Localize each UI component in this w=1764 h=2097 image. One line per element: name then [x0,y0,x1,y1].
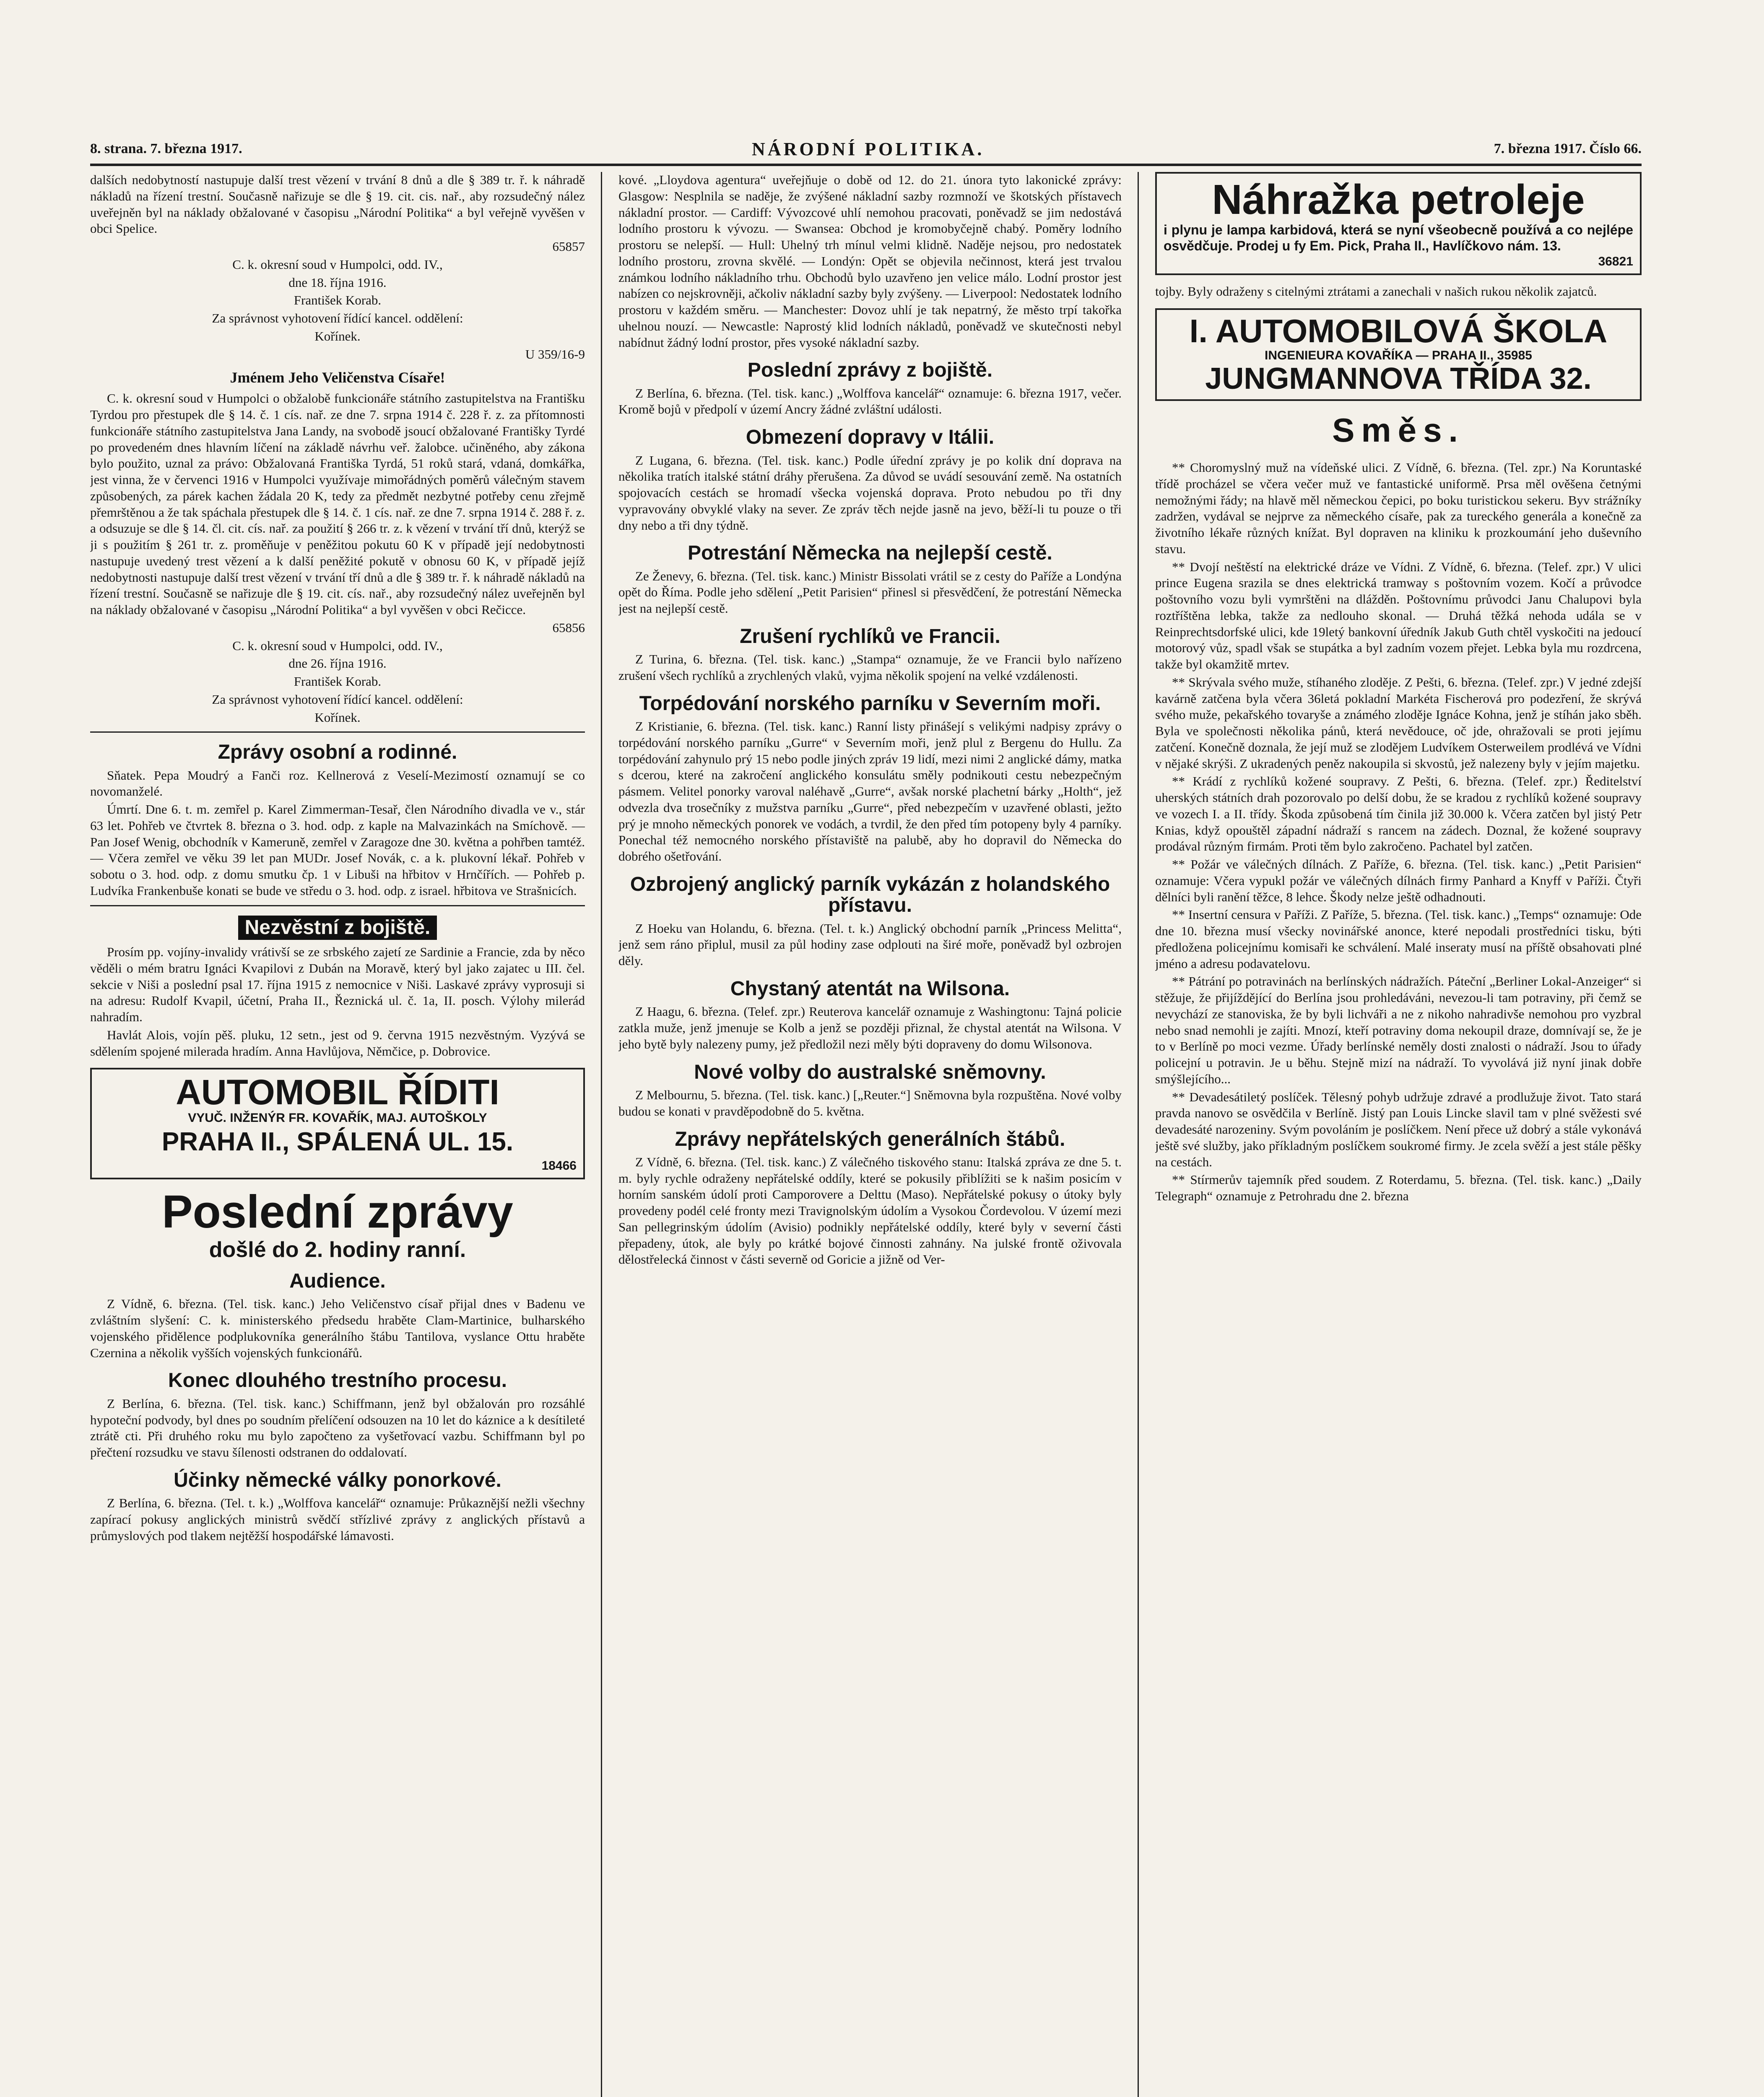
article-text: tojby. Byly odraženy s citelnými ztrátami a zanechali v našich rukou několik zajatců. [1155,284,1597,299]
column-rule [1138,172,1139,2097]
header-title: NÁRODNÍ POLITIKA. [752,138,985,159]
article-text: Z Berlína, 6. března. (Tel. t. k.) „Wolffova kancelář“ oznamuje: Průkaznější nežli všechny zapírací pokusy anglických ministrů svědčí střízlivé zprávy z anglických přístavů a průmyslových pod tlakem nejtěžší hospodářské lámavosti. [90,1496,585,1543]
article-text: Z Haagu, 6. března. (Telef. zpr.) Reuterova kancelář oznamuje z Washingtonu: Tajná policie zatkla muže, jenž jmenuje se Kolb a jenž se později přiznal, že chystal atentát na Wilsona. V jeho bytě byly nalezeny pumy, jež předložil nezi měly býti dopraveny do domu Wilsonova. [618,1004,1122,1051]
article-text: C. k. okresní soud v Humpolci o obžalobě funkcionáře státního zastupitelstva na Františku Tyrdou pro přestupek dle § 14. č. 1 cís. nař. ze dne 7. srpna 1914 č. 228 ř. z. za přítomnosti funkcionáře státního zastupitelstva Jana Landy, na svobodě jsoucí obžalované Františky Tyrdé po provedeném dnes hlavním líčení na základě návrhu veř. žalobce. učiněného, aby zákona bylo použito, uznal za právo: Obžalovaná Františka Tyrdá, 51 roků stará, vdaná, domkářka, jest vinna, že v červenci 1916 v Humpolci využívaje mimořádných poměrů válečným stavem způsobených, za párek kachen žádala 20 K, tedy za předmět nezbytné potřeby cenu zřejmě přemrštěnou a že tak spáchala přestupek dle § 14. č. 1 cís. nař. ze dne 7. srpna 1914 č. 288 ř. z. a odsuzuje se dle § 14. čl. cit. cís. nař. za použití § 266 tr. z. k vězení v trvání tří dnů, kterýž se ji s použitím § 261 tr. z. proměňuje v peněžitou pokutu 60 K v případě její nedobytnosti nastupuje uvedený trest vězení a k další peněžité pokutě v obnosu 60 K, v případě jejíž nedobytnosti nastupuje další trest vězení v trvání tří dnů a dle § 389 tr. ř. k náhradě nákladů na řízení trestní. Současně se nařizuje dle § 19. cit. cís. nař., aby rozsudečný nález uveřejněn byl na náklady obžalované v časopisu „Národní Politika“ a byl vyvěšen v obci Rečicce. [90,391,585,617]
column-1 [90,172,585,2097]
section-heading: Jménem Jeho Veličenstva Císaře! [230,369,445,386]
article-heading: Zprávy nepřátelských generálních štábů. [675,1128,1065,1150]
ad-headline: AUTOMOBIL ŘÍDITI [176,1072,499,1112]
article-text: Z Lugana, 6. března. (Tel. tisk. kanc.) Podle úřední zprávy je po kolik dní doprava na několika tratích italské státní dráhy přerušena. Za důvod se uvádí sesouvání země. Na ostatních spojovacích cestách se hromadí všecka vojenská doprava. Proto nebudou po tři dny vypravovány obvyklé vlaky na sever. Ze zpráv těch nejde jasně na jevo, běží-li tu pouze o tři dny nebo a tři dny týdně. [618,453,1122,533]
signature: František Korab. [294,293,382,308]
heading-text: Nezvěstní z bojiště. [238,916,437,940]
ad-number: 18466 [541,1158,577,1173]
court-line: C. k. okresní soud v Humpolci, odd. IV., [232,638,443,653]
court-line: C. k. okresní soud v Humpolci, odd. IV., [232,257,443,272]
article-text: Z Hoeku van Holandu, 6. března. (Tel. t. k.) Anglický obchodní parník „Princess Melitta“, jenž sem ráno připlul, musil za půl hodiny zase odplouti na širé moře, poněvadž byl ozbrojen děly. [618,921,1122,968]
divider [90,905,585,906]
advertisement [90,1068,585,1179]
article-heading: Ozbrojený anglický parník vykázán z holandského přístavu. [630,873,1110,917]
signature: Kořínek. [314,328,361,343]
section-heading: Zprávy osobní a rodinné. [218,741,457,764]
article-text: Havlát Alois, vojín pěš. pluku, 12 setn., jest od 9. června 1915 nezvěstným. Vyzývá se sdělením spojené milerada hradím. Anna Havlůjova, Němčice, p. Dobrovice. [90,1027,585,1059]
office-line: Za správnost vyhotovení řídící kancel. oddělení: [212,692,463,707]
article-text: ** Požár ve válečných dílnách. Z Paříže, 6. března. (Tel. tisk. kanc.) „Petit Parisien“ oznamuje: Včera vypukl požár ve válečných dílnách firmy Panhard a Knyff v Paříži. Čtyři dělníci byli ranění těžce, 8 lehce. Škody nelze ještě odhadnouti. [1155,857,1642,904]
article-heading: Chystaný atentát na Wilsona. [730,977,1010,1000]
article-text: ** Dvojí neštěstí na elektrické dráze ve Vídni. Z Vídně, 6. března. (Telef. zpr.) V ulici prince Eugena srazila se dnes elektrická tramway s poštovním vozem. Kočí a průvodce poštovního vozu byli vymrštěni na dlážděn. Poštovnímu průvodci Janu Chalupovi byla roztříštěna lebka, takže za nedlouho skonal. — Druhá těžká nehoda udála se v Reinprechtsdorfské ulici, kde 19letý bankovní úředník Jakub Guth chtěl vyskočiti na jedoucí motorový vůz, spadl však se stupátka a byl zadním vozem přejet. Lebka byla mu rozdrcena, takže byl okamžitě mrtev. [1155,559,1642,672]
article-text: Z Kristianie, 6. března. (Tel. tisk. kanc.) Ranní listy přinášejí s velikými nadpisy zprávy o torpédování norského parníku „Gurre“ v Severním moři, jenž plul z Bergenu do Hullu. Za torpédování zahynulo prý 15 nebo podle jiných zpráv 19 lidí, mezi nimi 2 anglické dámy, matka s dcerou, které na zakročení anglického konsulátu směly podnikouti cestu nebezpečným pásmem. Velitel ponorky varoval naléhavě „Gurre“, avšak norské plachetní bárky „Holth“, jež odvezla dva trosečníky z mužstva parníku „Gurre“, před nebezpečím v uzavřené oblasti, ježto prý je mnoho německých ponorek ve vodách, a tvrdil, že den před tím potopeny byly 4 parníky. Ponechal též nemocného norského přístaviště na palubě, aby ho dopravil do Německa do dobrého ošetřování. [618,719,1122,864]
article-text: Prosím pp. vojíny-invalidy vrátivší se ze srbského zajetí ze Sardinie a Francie, zda by něco věděli o mém bratru Ignáci Kvapilovi z Dubán na Moravě, který byl jako zajatec u III. čel. sekcie v Niši a poslední psal 17. října 1915 z nemocnice v Niši. Laskavé zprávy vyprosuji si na adresu: Rudolf Kvapil, účetní, Praha II., Řeznická ul. č. 1a, II. posch. Výlohy milerád nahradím. [90,944,585,1025]
section-heading: Směs. [1332,411,1465,449]
advertisement [1155,308,1642,401]
article-heading: Torpédování norského parníku v Severním moři. [639,692,1101,715]
column-2 [618,172,1122,2097]
ad-address: PRAHA II., SPÁLENÁ UL. 15. [161,1127,514,1157]
article-text: Z Vídně, 6. března. (Tel. tisk. kanc.) Z válečného tiskového stanu: Italská zpráva ze dne 5. t. m. byly rychle odraženy nepřátelské oddíly, které se pokusily přiblížiti se k našim posicím v horním sanském údolí proti Camporovere a Delttu (Maso). Nepřátelské pokusy o útoky byly provedeny podél celé fronty mezi Travignolským údolím a Vysokou Čordevolou. V území mezi San pellegrinským údolím (Avisio) podnikly nepřátelské oddíly, které byly v severní části přepadeny, útok, ale byly po krátké bojové činnosti zahnány. Na julské frontě oživovala dělostřelecká činnost v části severně od Goricie a jižně od Ver- [618,1154,1122,1267]
newspaper-page [90,134,1642,2097]
article-text: Z Vídně, 6. března. (Tel. tisk. kanc.) Jeho Veličenstvo císař přijal dnes v Badenu ve zvláštním slyšení: C. k. ministerského předsedu hraběte Clam-Martinice, bulharského vojenského přidělence podplukovníka generálního štábu Tantilova, vyslance Ottu hraběte Czernina a několik vyšších vojenských funkcionářů. [90,1296,585,1360]
article-heading: Obmezení dopravy v Itálii. [746,426,995,449]
article-text: Z Melbournu, 5. března. (Tel. tisk. kanc.) [„Reuter.“] Sněmovna byla rozpuštěna. Nové volby budou se konati v pravděpodobně do 5. května. [618,1088,1122,1119]
article-heading: Potrestání Německa na nejlepší cestě. [688,542,1052,565]
signature: Kořínek. [314,710,361,725]
article-text: Sňatek. Pepa Moudrý a Fanči roz. Kellnerová z Veselí-Mezimostí oznamují se co novomanželé. [90,768,585,799]
article-text: Úmrtí. Dne 6. t. m. zemřel p. Karel Zimmerman-Tesař, člen Národního divadla ve v., stár 63 let. Pohřeb ve čtvrtek 8. března o 3. hod. odp. z kaple na Malvazinkách na Smíchově. — Pan Josef Wenig, obchodník v Kameruně, zemřel v Zaragoze dne 30. května a pohřben tamtéž. — Včera zemřel ve věku 39 let pan MUDr. Josef Novák, c. a k. plukovní lékař. Pohřeb v sobotu o 3. hod. odp. z domu smutku čp. 1 v Libuši na hřbitov v Hrnčířích. — Pohřeb p. Ludvíka Frankenbuše konati se bude ve středu o 3. hod. odp. z israel. hřbitova ve Strašnicích. [90,802,585,898]
ref-number: U 359/16-9 [525,346,585,362]
article-heading: Nové volby do australské sněmovny. [694,1061,1046,1083]
ad-headline: I. AUTOMOBILOVÁ ŠKOLA [1189,312,1608,349]
ad-headline: Náhražka petroleje [1212,176,1585,223]
section-subheading: došlé do 2. hodiny ranní. [209,1238,466,1262]
ref-number: 65857 [552,239,585,254]
column-3 [1155,172,1642,2097]
section-heading [90,916,585,940]
column-rule [601,172,602,2097]
article-heading: Zrušení rychlíků ve Francii. [740,625,1000,648]
article-text: ** Pátrání po potravinách na berlínských nádražích. Páteční „Berliner Lokal-Anzeiger“ si stěžuje, že přijíždějící do Berlína jsou prohledáváni, nevezou-li tam potraviny, při čemž se nevychází ze stanoviska, že by byli lichváři a ne z nikoho nahradivše nemohou pro vyzbral nebo snad nemohli je zajíti. Mnozí, kteří potraviny doma nekoupil draze, domnívají se, že je to v Berlíně po moci vezme. Úřady berlínské neměly dosti znalosti o nádraží. Jsou to úřady policejní u potravin. Je u běhu. Stejně mizí na nádraží. To vyvolává již nyní jinak dobře smýšlejícího... [1155,974,1642,1086]
ad-text: VYUČ. INŽENÝR FR. KOVAŘÍK, MAJ. AUTOŠKOLY [188,1111,487,1125]
date-line: dne 26. října 1916. [288,656,387,671]
article-heading: Konec dlouhého trestního procesu. [168,1369,507,1392]
article-text: ** Skrývala svého muže, stíhaného zloděje. Z Pešti, 6. března. (Telef. zpr.) V jedné zdejší kavárně zatčena byla včera 36letá pokladní Markéta Fischerová pro podezření, že skrývá svého muže, pekařského tovaryše a známého zloděje Ignáce Kohna, jenž je stíhán jako sběh. Byla ve společnosti několika pánů, která nevědouce, oč jde, ohražovali se proti jejímu zatčení. Konečně doznala, že její muž se zlodějem Ludvíkem Osterweilem prodlévá ve Vídni v nějaké skrýši. Z ukradených peněz nakoupila si skvostů, jež nalezeny byly v jejím majetku. [1155,674,1642,771]
office-line: Za správnost vyhotovení řídící kancel. oddělení: [212,311,463,325]
article-heading: Audience. [289,1270,386,1293]
article-text: ** Insertní censura v Paříži. Z Paříže, 5. března. (Tel. tisk. kanc.) „Temps“ oznamuje: Ode dne 10. března musí všecky novinářské anonce, které nepodali prostředníci tisku, býti předložena policejnímu komisaři ke schválení. Malé inseraty musí na příště obsahovati plné jméno a adresu podavatelovu. [1155,907,1642,971]
signature: František Korab. [294,674,382,689]
page-header [90,134,1642,166]
header-right: 7. března 1917. Číslo 66. [1494,141,1642,156]
ad-number: 36821 [1598,254,1633,268]
ad-text: i plynu je lampa karbidová, která se nyní všeobecně používá a co nejlépe osvědčuje. Prodej u fy Em. Pick, Praha II., Havlíčkovo nám. 13. [1164,222,1633,254]
article-text: ** Devadesátiletý poslíček. Tělesný pohyb udržuje zdravé a prodlužuje život. Tato stará pravda nanovo se osvědčila v Berlíně. Jistý pan Louis Lincke slavil tam v plné svěžesti své devadesáté narozeniny. Svým povoláním je poslíčkem. Není přece už dobrý a stále vykonává ještě své služby, jako příkladným poslíčkem soukromé firmy. Je zcela svěží a jest stále pěšky na cestách. [1155,1089,1642,1169]
section-heading: Poslední zprávy [162,1186,513,1238]
ad-text [1164,348,1633,363]
article-text: Ze Ženevy, 6. března. (Tel. tisk. kanc.) Ministr Bissolati vrátil se z cesty do Paříže a Londýna opět do Říma. Podle jeho sdělení „Petit Parisien“ přinesl si přesvědčení, že potrestání Německa jest na nejlepší cestě. [618,568,1122,616]
article-heading: Účinky německé války ponorkové. [174,1469,501,1491]
article-text: ** Choromyslný muž na vídeňské ulici. Z Vídně, 6. března. (Tel. zpr.) Na Koruntaské třídě procházel se včera večer muž ve fantastické uniformě. Prsa měl ověšena četnými nemožnými řády; na hlavě měl německou čepici, po boku turistickou sekeru. Byv strážníky zadržen, vydával se nejprve za německého císaře, pak za tureckého generála a konečně za životního lékaře různých knížat. Byl dopraven na kliniku k prozkoumání jeho duševního stavu. [1155,460,1642,556]
article-heading: Poslední zprávy z bojiště. [747,359,993,382]
date-line: dne 18. října 1916. [288,275,387,290]
advertisement [1155,172,1642,275]
article-text: Z Berlína, 6. března. (Tel. tisk. kanc.) „Wolffova kancelář“ oznamuje: 6. března 1917, večer. Kromě bojů v předpolí v území Ancry žádné zvláštní události. [618,385,1122,417]
article-text: ** Krádí z rychlíků kožené soupravy. Z Pešti, 6. března. (Telef. zpr.) Ředitelství uherských státních drah pozorovalo po delší dobu, že se kradou z rychlíků kožené soupravy ve vozech I. a II. třídy. Škoda způsobená tím činila již 30.000 k. Včera zatčen byl jistý Petr Knias, když opouštěl západní nádraží s rancem na zádech. Doznal, že kožené soupravy prodával různým firmám. Proti těm bylo zakročeno. Pachatel byl zatčen. [1155,774,1642,854]
ref-number: 65856 [552,620,585,635]
article-text: ** Stírmerův tajemník před soudem. Z Roterdamu, 5. března. (Tel. tisk. kanc.) „Daily Telegraph“ oznamuje z Petrohradu dne 2. března [1155,1172,1642,1204]
article-text: dalších nedobytností nastupuje další trest vězení v trvání 8 dnů a dle § 389 tr. ř. k náhradě nákladů na řízení trestní. Současně nařizuje se dle § 19. cit. cis. nař., aby rozsudečný nález uveřejněn byl na náklady obžalované v časopisu „Národní Politika“ a byl veřejně vyvěšen v obci Spelice. [90,172,585,236]
ad-subline: INGENIEURA KOVAŘÍKA — PRAHA II., [1265,349,1494,363]
ad-number: 35985 [1497,349,1532,363]
divider [90,731,585,733]
header-left: 8. strana. 7. března 1917. [90,141,242,156]
article-text: Z Berlína, 6. března. (Tel. tisk. kanc.) Schiffmann, jenž byl obžalován pro rozsáhlé hypoteční podvody, byl dnes po soudním přelíčení odsouzen na 10 let do káznice a k desítileté ztrátě cti. Při druhého roku mu bylo započteno za vyšetřovací vazbu. Schiffmann byl po přečtení rozsudku ve stavu šílenosti odstranen do oddalovatí. [90,1396,585,1460]
article-text: Z Turina, 6. března. (Tel. tisk. kanc.) „Stampa“ oznamuje, že ve Francii bylo nařízeno zrušení všech rychlíků a zrychlených vlaků, vyjma několik spojení na velké vzdálenosti. [618,652,1122,683]
article-text: kové. „Lloydova agentura“ uveřejňuje o době od 12. do 21. února tyto lakonické zprávy: Glasgow: Nesplnila se naděje, že zvýšené nákladní sazby rozmnoží ve škotských přístavech nákladní prostor. — Cardiff: Vývozcové uhlí nemohou pracovati, poněvadž se jim nedostává lodního prostoru k vývozu. — Swansea: Obchod je kromobyčejně chabý. Poměry lodního prostoru se nelepší. — Hull: Uhelný trh mínul velmi klidně. Naděje nejsou, pro nedostatek lodního prostoru, zrovna skvělé. — Londýn: Opět se objevila nečinnost, která jest trvalou známkou lodního nákladního trhu. Obchodů bylo uzavřeno jen velice málo. Lodní prostor jest nabízen co nejskrovněji, ačkoliv nákladní sazby byly zvýšeny. — Liverpool: Nedostatek lodního prostoru v každém směru. — Manchester: Dovoz uhlí je tak nepatrný, že město trpí takořka uhelnou nouzí. — Newcastle: Naprostý klid lodních nákladů, poněvadž ve skutečnosti nebyl nabídnut žádný lodní prostor, přes vysoké nákladní sazby. [618,172,1122,350]
ad-address: JUNGMANNOVA TŘÍDA 32. [1205,362,1592,396]
